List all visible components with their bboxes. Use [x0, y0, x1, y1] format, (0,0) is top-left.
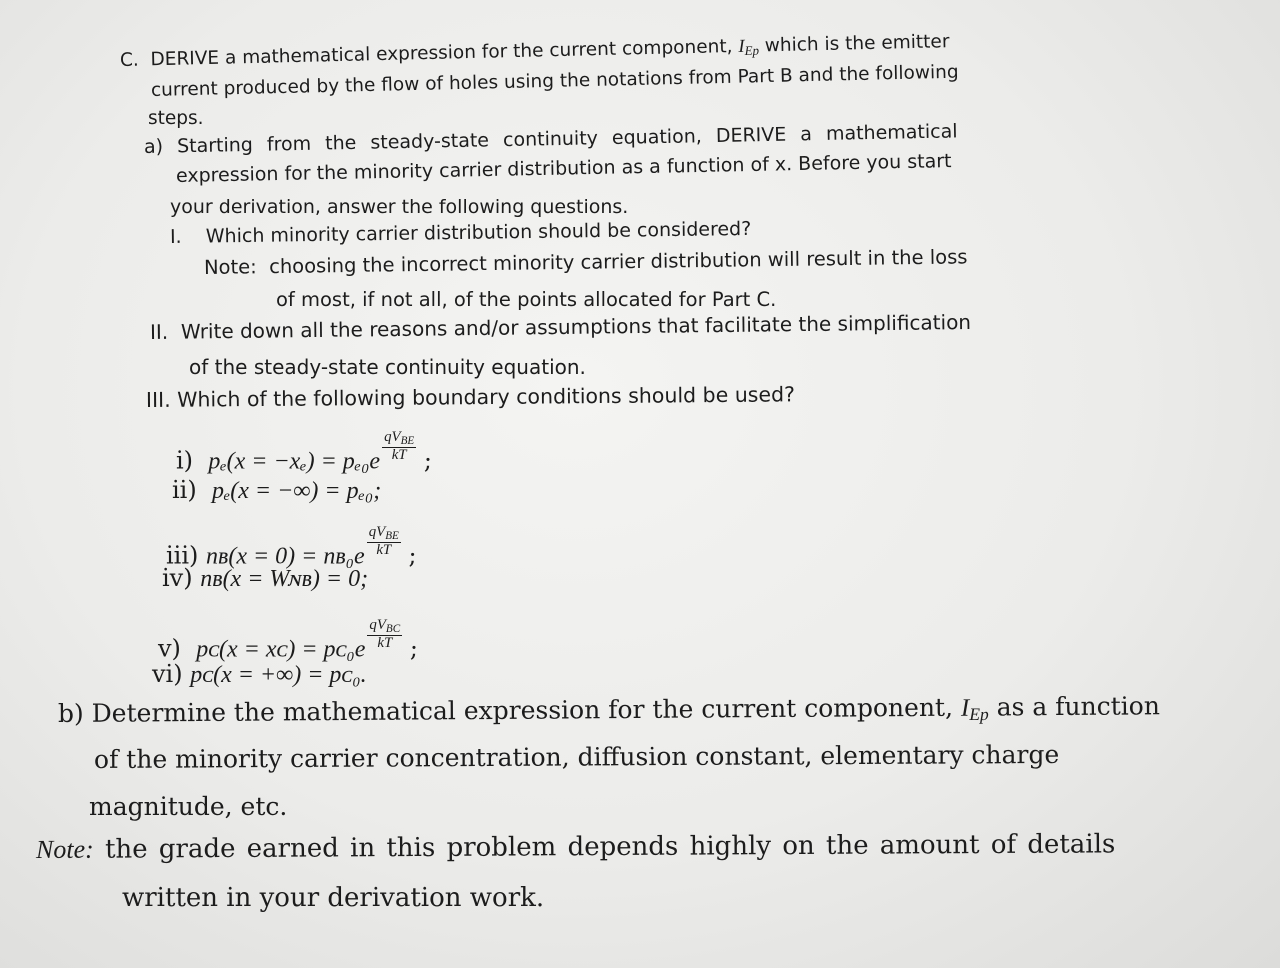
part-b-line-3: magnitude, etc. [89, 792, 288, 821]
condition-5: v) pᴄ(x = xᴄ) = pᴄ₀e $\frac{qV_{BC}}{kT}$ ; [158, 617, 418, 663]
condition-5-exponent: $\frac{qV_{BC}}{kT}$ [369, 617, 401, 651]
question-3: III. Which of the following boundary conditions should be used? [145, 382, 796, 412]
part-a-line-2: expression for the minority carrier distribution as a function of x. Before you start [175, 150, 952, 187]
condition-3-label: iii) [166, 541, 199, 570]
condition-2 [172, 478, 381, 503]
question-3-label: III. [145, 387, 171, 412]
condition-4-expression: nʙ(x = Wɴʙ) = 0; [200, 566, 369, 592]
question-1-label: I. [169, 225, 182, 248]
condition-6-expression: pᴄ(x = +∞) = pᴄ₀. [190, 662, 367, 688]
part-b-line-1: b) Determine the mathematical expression for the current component, $I_{Ep}$ as a function [57, 691, 1160, 728]
condition-1-label: i) [176, 446, 194, 475]
part-c-line-3: steps. [148, 108, 204, 129]
condition-5-expression: pᴄ(x = xᴄ) = pᴄ₀e [196, 636, 366, 663]
condition-2-expression: pₑ(x = −∞) = pₑ₀; [211, 478, 382, 504]
part-b-line-2: of the minority carrier concentration, diffusion constant, elementary charge [93, 739, 1060, 774]
condition-5-label: v) [158, 634, 181, 663]
note-label: Note: [203, 255, 257, 279]
condition-3-expression: nʙ(x = 0) = nʙ₀e [206, 543, 365, 570]
condition-1-exponent: $\frac{qV_{BE}}{kT}$ [384, 429, 415, 463]
condition-2-label: ii) [172, 476, 197, 504]
part-c-label: C. [119, 49, 140, 71]
condition-1: i) pₑ(x = −xₑ) = pₑ₀e $\frac{qV_{BE}}{kT}$ ; [176, 429, 432, 475]
part-a-line-3: your derivation, answer the following questions. [170, 196, 629, 218]
question-2-label: II. [149, 319, 169, 344]
condition-4-label: iv) [162, 564, 193, 592]
final-note-line-1: Note: the grade earned in this problem depends highly on the amount of details [35, 829, 1116, 865]
question-2-line-1: II. Write down all the reasons and/or assumptions that facilitate the simplification [149, 309, 972, 344]
condition-6-label: vi) [152, 660, 183, 688]
condition-4 [162, 566, 368, 591]
part-c-line-1: C. DERIVE a mathematical expression for the current component, $I_{Ep}$ which is the emitter [119, 31, 950, 71]
part-a-label: a) [143, 135, 164, 158]
question-2-line-2: of the steady-state continuity equation. [189, 355, 586, 379]
condition-3-exponent: $\frac{qV_{BE}}{kT}$ [368, 524, 399, 558]
part-b-label: b) [57, 698, 84, 728]
part-c-line-2: current produced by the flow of holes using the notations from Part B and the following [150, 61, 959, 101]
final-note-line-2: written in your derivation work. [122, 883, 545, 913]
condition-3: iii) nʙ(x = 0) = nʙ₀e $\frac{qV_{BE}}{kT}$ ; [166, 524, 417, 570]
part-a-line-1: a) Starting from the steady-state continuity equation, DERIVE a mathematical [143, 120, 958, 158]
note-line-1: Note: choosing the incorrect minority carrier distribution will result in the loss [203, 245, 968, 279]
note-line-2: of most, if not all, of the points allocated for Part C. [276, 288, 777, 311]
condition-1-expression: pₑ(x = −xₑ) = pₑ₀e [208, 448, 381, 475]
condition-6 [152, 662, 367, 687]
final-note-label: Note: [35, 834, 94, 864]
question-1: I. Which minority carrier distribution should be considered? [169, 217, 752, 248]
